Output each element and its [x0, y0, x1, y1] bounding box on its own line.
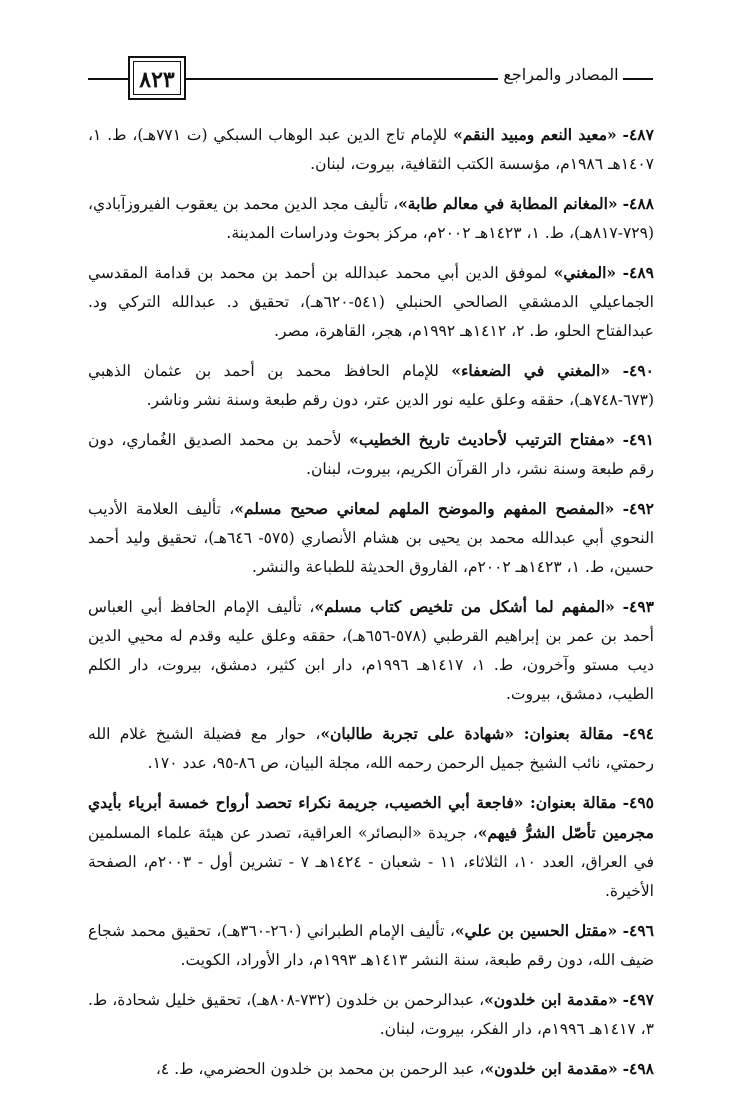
entry-number: ٤٩٦- [622, 921, 654, 940]
entry-number: ٤٩٢- [622, 499, 654, 518]
page-header [88, 56, 653, 104]
section-title: المصادر والمراجع [503, 65, 619, 84]
bibliography-entry [88, 592, 654, 709]
entry-text: ، تأليف الإمام الطبراني (٢٦٠-٣٦٠هـ)، تحقيق محمد شجاع ضيف الله، دون رقم طبعة، سنة النشر ١٤١٣هـ ١٩٩٣م، دار الأوراد، الكويت. [88, 922, 654, 969]
bibliography-entry [88, 916, 654, 975]
entry-number: ٤٩٣- [622, 597, 654, 616]
entry-title: «مقدمة ابن خلدون» [484, 990, 618, 1009]
entry-text: ، حوار مع فضيلة الشيخ غلام الله رحمتي، نائب الشيخ جميل الرحمن رحمه الله، مجلة البيان، ص ٨٦-٩٥، عدد ١٧٠. [88, 725, 654, 772]
entry-text: للإمام تاج الدين عبد الوهاب السبكي (ت ٧٧١هـ)، ط. ١، ١٤٠٧هـ ١٩٨٦م، مؤسسة الكتب الثقافية، بيروت، لبنان. [88, 126, 654, 173]
entry-text: ، عبد الرحمن بن محمد بن خلدون الحضرمي، ط. ٤، [155, 1060, 485, 1078]
entry-text: ، جريدة «البصائر» العراقية، تصدر عن هيئة علماء المسلمين في العراق، العدد ١٠، الثلاثاء، ١١ - شعبان - ١٤٢٤هـ ٧ - تشرين أول - ٢٠٠٣م، الصفحة الأخيرة. [88, 824, 654, 900]
header-rule-middle [186, 78, 498, 80]
entry-title: «مقتل الحسين بن علي» [454, 921, 618, 940]
page-number-box [128, 56, 186, 100]
bibliography-entry [88, 258, 654, 346]
bibliography-entry [88, 120, 654, 179]
entry-title: «مقدمة ابن خلدون» [484, 1059, 618, 1078]
entry-text: ، عبدالرحمن بن خلدون (٧٣٢-٨٠٨هـ)، تحقيق خليل شحادة، ط. ٣، ١٤١٧هـ ١٩٩٦م، دار الفكر، بيروت، لبنان. [88, 991, 654, 1038]
bibliography-list [88, 120, 654, 1094]
entry-number: ٤٨٧- [622, 125, 654, 144]
entry-text: للإمام الحافظ محمد بن أحمد بن عثمان الذهبي (٦٧٣-٧٤٨هـ)، حققه وعلق عليه نور الدين عتر، دون رقم طبعة وسنة نشر وناشر. [88, 362, 654, 409]
entry-title: «معيد النعم ومبيد النقم» [453, 125, 617, 144]
bibliography-entry [88, 985, 654, 1044]
bibliography-entry [88, 1054, 654, 1084]
entry-title: مقالة بعنوان: «فاجعة أبي الخصيب، جريمة نكراء تحصد أرواح خمسة أبرياء بأيدي مجرمين تأصّل الشرُّ فيهم» [88, 793, 654, 842]
entry-title: «المفهم لما أشكل من تلخيص كتاب مسلم» [314, 597, 615, 616]
entry-number: ٤٩٤- [622, 724, 654, 743]
bibliography-entry [88, 719, 654, 778]
bibliography-entry [88, 425, 654, 484]
header-rule-right [623, 78, 653, 80]
entry-number: ٤٩١- [622, 430, 654, 449]
page-number: ٨٢٣ [133, 61, 181, 95]
bibliography-entry [88, 788, 654, 906]
entry-title: «المغني» [553, 263, 617, 282]
entry-number: ٤٨٨- [622, 194, 654, 213]
entry-text: ، تأليف الإمام الحافظ أبي العباس أحمد بن عمر بن إبراهيم القرطبي (٥٧٨-٦٥٦هـ)، حققه وعلق عليه وقدم له محيي الدين ديب مستو وآخرون، ط. ١، ١٤١٧هـ ١٩٩٦م، دار ابن كثير، دمشق، بيروت، دار الكلم الطيب، دمشق، بيروت. [88, 598, 654, 703]
entry-text: لموفق الدين أبي محمد عبدالله بن أحمد بن محمد بن قدامة المقدسي الجماعيلي الدمشقي الصالحي الحنبلي (٥٤١-٦٢٠هـ)، تحقيق د. عبدالله التركي ود. عبدالفتاح الحلو، ط. ٢، ١٤١٢هـ ١٩٩٢م، هجر، القاهرة، مصر. [88, 264, 654, 340]
entry-text: ، تأليف مجد الدين محمد بن يعقوب الفيروزآبادي، (٧٢٩-٨١٧هـ)، ط. ١، ١٤٢٣هـ ٢٠٠٢م، مركز بحوث ودراسات المدينة. [88, 195, 654, 242]
entry-number: ٤٩٨- [622, 1059, 654, 1078]
bibliography-entry [88, 189, 654, 248]
entry-number: ٤٩٥- [622, 793, 654, 812]
entry-title: «المغني في الضعفاء» [451, 361, 611, 380]
entry-text: ، تأليف العلامة الأديب النحوي أبي عبدالله محمد بن يحيى بن هشام الأنصاري (٥٧٥- ٦٤٦هـ)، تحقيق وليد أحمد حسين، ط. ١، ١٤٢٣هـ ٢٠٠٢م، الفاروق الحديثة للطباعة والنشر. [88, 500, 654, 576]
entry-number: ٤٩٠- [622, 361, 654, 380]
entry-number: ٤٨٩- [622, 263, 654, 282]
entry-title: «مفتاح الترتيب لأحاديث تاريخ الخطيب» [349, 430, 615, 449]
entry-number: ٤٩٧- [622, 990, 655, 1009]
entry-title: «المفصح المفهم والموضح الملهم لمعاني صحيح مسلم» [234, 499, 615, 518]
entry-text: لأحمد بن محمد الصديق الغُماري، دون رقم طبعة وسنة نشر، دار القرآن الكريم، بيروت، لبنان. [88, 431, 654, 478]
entry-title: «المغانم المطابة في معالم طابة» [398, 194, 618, 213]
bibliography-entry [88, 494, 654, 582]
bibliography-entry [88, 356, 654, 415]
entry-title: مقالة بعنوان: «شهادة على تجربة طالبان» [320, 724, 614, 743]
header-rule-left [88, 78, 128, 80]
